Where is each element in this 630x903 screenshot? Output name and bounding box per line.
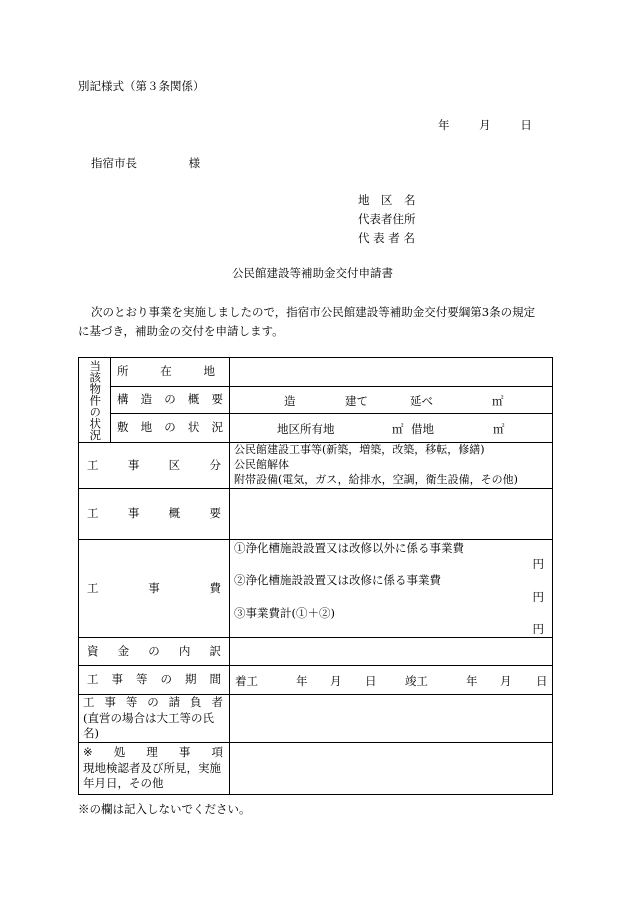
- structure-build: 建て: [345, 394, 368, 408]
- cost-yen-1: 円: [532, 557, 544, 572]
- period-end-month: 月: [500, 674, 512, 688]
- date-month: 月: [479, 118, 491, 132]
- structure-unit: ㎡: [492, 394, 504, 408]
- form-id: 別記様式（第３条関係）: [78, 79, 205, 93]
- body-text-line2: に基づき，補助金の交付を申請します。: [78, 324, 284, 338]
- work-type-option-2: 公民館解体: [234, 458, 289, 472]
- office-use-label-line2: 現地検認者及び所見，実施: [83, 760, 221, 775]
- cost-yen-3: 円: [532, 621, 544, 636]
- cost-item-1: ①浄化槽施設設置又は改修以外に係る事業費: [234, 541, 464, 556]
- applicant-address: 代表者住所: [358, 212, 416, 226]
- location-label: 所 在 地: [111, 358, 230, 387]
- date-day: 日: [520, 118, 532, 132]
- addressee: [91, 155, 200, 171]
- cost-field: [230, 540, 553, 638]
- structure-label: 構 造 の 概 要: [111, 387, 230, 414]
- applicant-name: 代 表 者 名: [358, 231, 415, 245]
- applicant-district: 地 区 名: [358, 193, 416, 207]
- period-start-year: 年: [296, 674, 308, 688]
- work-type-label: 工 事 区 分: [79, 443, 230, 489]
- body-text-line1: 次のとおり事業を実施しましたので，指宿市公民館建設等補助金交付要綱第3条の規定: [91, 305, 536, 319]
- cost-yen-2: 円: [532, 589, 544, 604]
- date-year: 年: [438, 118, 450, 132]
- period-start: 着工: [235, 674, 258, 688]
- period-start-day: 日: [365, 674, 377, 688]
- application-table: [78, 357, 553, 795]
- document-title: 公民館建設等補助金交付申請書: [232, 266, 393, 280]
- work-type-option-3: 附帯設備(電気，ガス，給排水，空調，衛生設備，その他): [234, 472, 518, 486]
- office-use-label: ※ 処 理 事 項 現地検認者及び所見，実施 年月日，その他: [79, 743, 230, 795]
- cost-item-3: ③事業費計(①＋②): [234, 605, 335, 620]
- funding-field[interactable]: [230, 638, 553, 666]
- work-summary-field[interactable]: [230, 489, 553, 540]
- property-status-label: 当該物件の状況: [79, 358, 111, 443]
- funding-label: 資 金 の 内 訳: [79, 638, 230, 666]
- site-unit1: ㎡: [392, 422, 404, 436]
- cost-label: 工 事 費: [79, 540, 230, 638]
- addressee-honorific: 様: [188, 156, 201, 170]
- period-start-month: 月: [330, 674, 342, 688]
- period-end-year: 年: [466, 674, 478, 688]
- contractor-label-line2: (直営の場合は大工等の氏: [83, 710, 214, 725]
- site-leased: 借地: [411, 422, 434, 436]
- office-use-field: [230, 743, 553, 795]
- office-use-label-line3: 年月日，その他: [83, 776, 164, 791]
- addressee-name: 指宿市長: [91, 156, 137, 170]
- work-summary-label: 工 事 概 要: [79, 489, 230, 540]
- site-owned: 地区所有地: [277, 422, 335, 436]
- work-type-option-1: 公民館建設工事等(新築，増築，改築，移転，修繕): [234, 443, 485, 457]
- period-end: 竣工: [405, 674, 428, 688]
- location-field[interactable]: [230, 358, 553, 387]
- period-label: 工 事 等 の 期 間: [79, 666, 230, 695]
- structure-field[interactable]: [230, 387, 553, 414]
- period-field[interactable]: [230, 666, 553, 695]
- contractor-label: 工 事 等 の 請 負 者 (直営の場合は大工等の氏 名): [79, 695, 230, 743]
- date-line: [438, 117, 532, 133]
- footnote: ※の欄は記入しないでください。: [78, 802, 251, 816]
- site-unit2: ㎡: [493, 422, 505, 436]
- structure-type: 造: [284, 394, 296, 408]
- site-field[interactable]: [230, 414, 553, 443]
- contractor-label-line3: 名): [83, 726, 99, 741]
- period-end-day: 日: [536, 674, 548, 688]
- contractor-field[interactable]: [230, 695, 553, 743]
- cost-item-2: ②浄化槽施設設置又は改修に係る事業費: [234, 573, 441, 588]
- structure-floor-area: 延べ: [410, 394, 433, 408]
- work-type-field: [230, 443, 553, 489]
- site-label: 敷 地 の 状 況: [111, 414, 230, 443]
